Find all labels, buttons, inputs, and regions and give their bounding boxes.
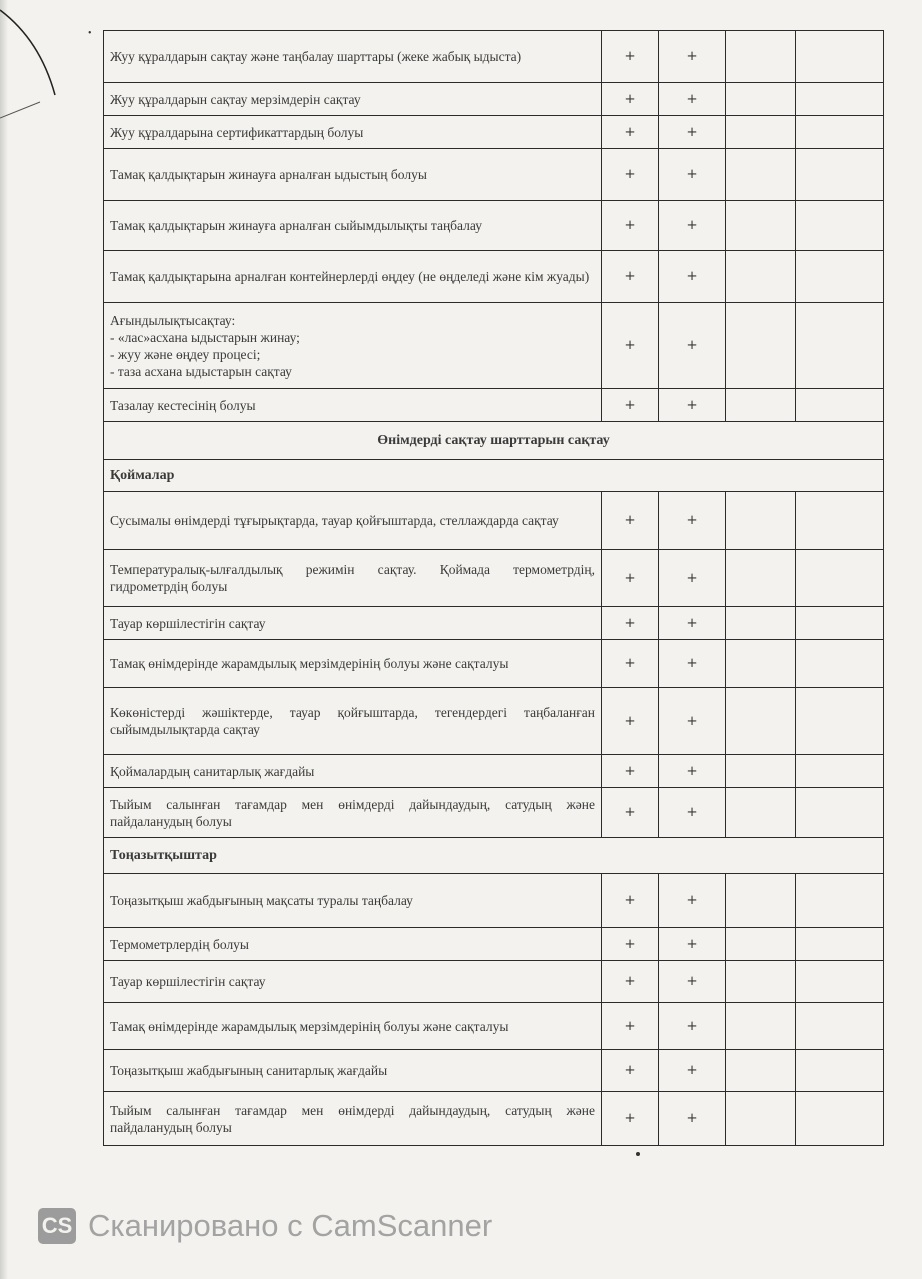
table-row [104,1092,884,1146]
empty-cell [796,550,884,607]
page-curl-line [0,0,60,130]
table-row [104,116,884,149]
empty-cell [726,607,796,640]
check-mark-2: + [659,116,726,149]
camscanner-watermark [38,1208,492,1244]
empty-cell [726,149,796,201]
empty-cell [726,31,796,83]
empty-cell [726,961,796,1003]
criterion-text: Тоңазытқыш жабдығының мақсаты туралы таңбалау [104,874,602,928]
empty-cell [726,1092,796,1146]
check-mark-1: + [602,116,659,149]
empty-cell [796,201,884,251]
table-row [104,492,884,550]
criterion-text: Тамақ өнімдерінде жарамдылық мерзімдерінің болуы және сақталуы [104,1003,602,1050]
criterion-text [104,303,602,389]
criterion-text: Қоймалардың санитарлық жағдайы [104,755,602,788]
check-mark-2: + [659,961,726,1003]
criterion-text: Тыйым салынған тағамдар мен өнімдерді дайындаудың, сатудың және пайдаланудың болуы [104,1092,602,1146]
check-mark-1: + [602,149,659,201]
check-mark-2: + [659,928,726,961]
check-mark-2: + [659,640,726,688]
table-row [104,961,884,1003]
checklist-table [103,30,884,1146]
empty-cell [726,755,796,788]
criterion-text: Көкөністерді жәшіктерде, тауар қойғыштарда, тегендердегі таңбаланған сыйымдылықтарда сақтау [104,688,602,755]
check-mark-1: + [602,550,659,607]
check-mark-1: + [602,303,659,389]
empty-cell [796,251,884,303]
section-title: Өнімдерді сақтау шарттарын сақтау [104,422,884,460]
empty-cell [796,607,884,640]
empty-cell [796,640,884,688]
check-mark-1: + [602,31,659,83]
subsection-title: Қоймалар [104,460,884,492]
empty-cell [796,755,884,788]
empty-cell [796,83,884,116]
empty-cell [796,961,884,1003]
check-mark-2: + [659,1003,726,1050]
criterion-text: Термометрлердің болуы [104,928,602,961]
criterion-text: Тауар көршілестігін сақтау [104,961,602,1003]
check-mark-1: + [602,961,659,1003]
criterion-line: Ағындылықтысақтау: [110,312,236,328]
check-mark-2: + [659,201,726,251]
empty-cell [726,1003,796,1050]
check-mark-1: + [602,83,659,116]
empty-cell [726,303,796,389]
criterion-text: Температуралық-ылғалдылық режимін сақтау. Қоймада термометрдің, гидрометрдің болуы [104,550,602,607]
empty-cell [796,116,884,149]
table-row [104,788,884,838]
check-mark-2: + [659,607,726,640]
empty-cell [726,251,796,303]
empty-cell [796,31,884,83]
table-row [104,607,884,640]
empty-cell [796,492,884,550]
empty-cell [726,640,796,688]
empty-cell [726,83,796,116]
empty-cell [796,788,884,838]
check-mark-1: + [602,492,659,550]
check-mark-1: + [602,640,659,688]
check-mark-1: + [602,788,659,838]
check-mark-1: + [602,928,659,961]
check-mark-1: + [602,201,659,251]
check-mark-2: + [659,1050,726,1092]
empty-cell [796,1003,884,1050]
check-mark-1: + [602,1092,659,1146]
table-row [104,422,884,460]
empty-cell [726,201,796,251]
subsection-title: Тоңазытқыштар [104,838,884,874]
table-row [104,251,884,303]
table-row [104,149,884,201]
empty-cell [726,550,796,607]
checklist-sheet [103,30,883,1146]
criterion-text: Тамақ қалдықтарына арналған контейнерлерді өңдеу (не өңделеді және кім жуады) [104,251,602,303]
camscanner-text: Сканировано с CamScanner [88,1208,493,1243]
empty-cell [796,389,884,422]
check-mark-2: + [659,1092,726,1146]
check-mark-2: + [659,251,726,303]
empty-cell [796,1050,884,1092]
table-row [104,303,884,389]
check-mark-1: + [602,688,659,755]
check-mark-1: + [602,1003,659,1050]
criterion-text: Тоңазытқыш жабдығының санитарлық жағдайы [104,1050,602,1092]
camscanner-logo-icon: CS [38,1208,76,1244]
criterion-text: Тазалау кестесінің болуы [104,389,602,422]
check-mark-2: + [659,83,726,116]
criterion-text: Жуу құралдарын сақтау және таңбалау шарттары (жеке жабық ыдыста) [104,31,602,83]
empty-cell [796,149,884,201]
empty-cell [796,1092,884,1146]
check-mark-2: + [659,492,726,550]
check-mark-1: + [602,1050,659,1092]
empty-cell [726,389,796,422]
check-mark-1: + [602,874,659,928]
criterion-text: Жуу құралдарына сертификаттардың болуы [104,116,602,149]
page-edge-shadow [0,0,8,1279]
table-row [104,838,884,874]
check-mark-2: + [659,755,726,788]
criterion-line: - «лас»асхана ыдыстарын жинау; [110,329,300,345]
table-row [104,688,884,755]
check-mark-2: + [659,31,726,83]
table-row [104,201,884,251]
table-row [104,460,884,492]
empty-cell [796,688,884,755]
table-row [104,755,884,788]
table-row [104,389,884,422]
criterion-text: Жуу құралдарын сақтау мерзімдерін сақтау [104,83,602,116]
scan-mark: • [88,28,92,39]
check-mark-2: + [659,389,726,422]
criterion-line: - таза асхана ыдыстарын сақтау [110,363,292,379]
check-mark-1: + [602,607,659,640]
empty-cell [726,928,796,961]
check-mark-2: + [659,550,726,607]
criterion-text: Тамақ қалдықтарын жинауға арналған ыдыстың болуы [104,149,602,201]
check-mark-2: + [659,149,726,201]
check-mark-1: + [602,251,659,303]
criterion-line: - жуу және өңдеу процесі; [110,346,261,362]
empty-cell [726,116,796,149]
table-row [104,640,884,688]
empty-cell [796,928,884,961]
empty-cell [726,788,796,838]
check-mark-2: + [659,788,726,838]
ink-dot [636,1152,640,1156]
empty-cell [726,1050,796,1092]
check-mark-2: + [659,303,726,389]
check-mark-1: + [602,389,659,422]
table-row [104,31,884,83]
check-mark-1: + [602,755,659,788]
check-mark-2: + [659,874,726,928]
criterion-text: Сусымалы өнімдерді тұғырықтарда, тауар қойғыштарда, стеллаждарда сақтау [104,492,602,550]
table-row [104,550,884,607]
criterion-text: Тыйым салынған тағамдар мен өнімдерді дайындаудың, сатудың және пайдаланудың болуы [104,788,602,838]
empty-cell [726,492,796,550]
table-row [104,1003,884,1050]
table-row [104,874,884,928]
criterion-text: Тауар көршілестігін сақтау [104,607,602,640]
empty-cell [726,688,796,755]
empty-cell [726,874,796,928]
table-row [104,928,884,961]
table-row [104,1050,884,1092]
criterion-text: Тамақ қалдықтарын жинауға арналған сыйымдылықты таңбалау [104,201,602,251]
empty-cell [796,303,884,389]
criterion-text: Тамақ өнімдерінде жарамдылық мерзімдерінің болуы және сақталуы [104,640,602,688]
check-mark-2: + [659,688,726,755]
table-row [104,83,884,116]
empty-cell [796,874,884,928]
